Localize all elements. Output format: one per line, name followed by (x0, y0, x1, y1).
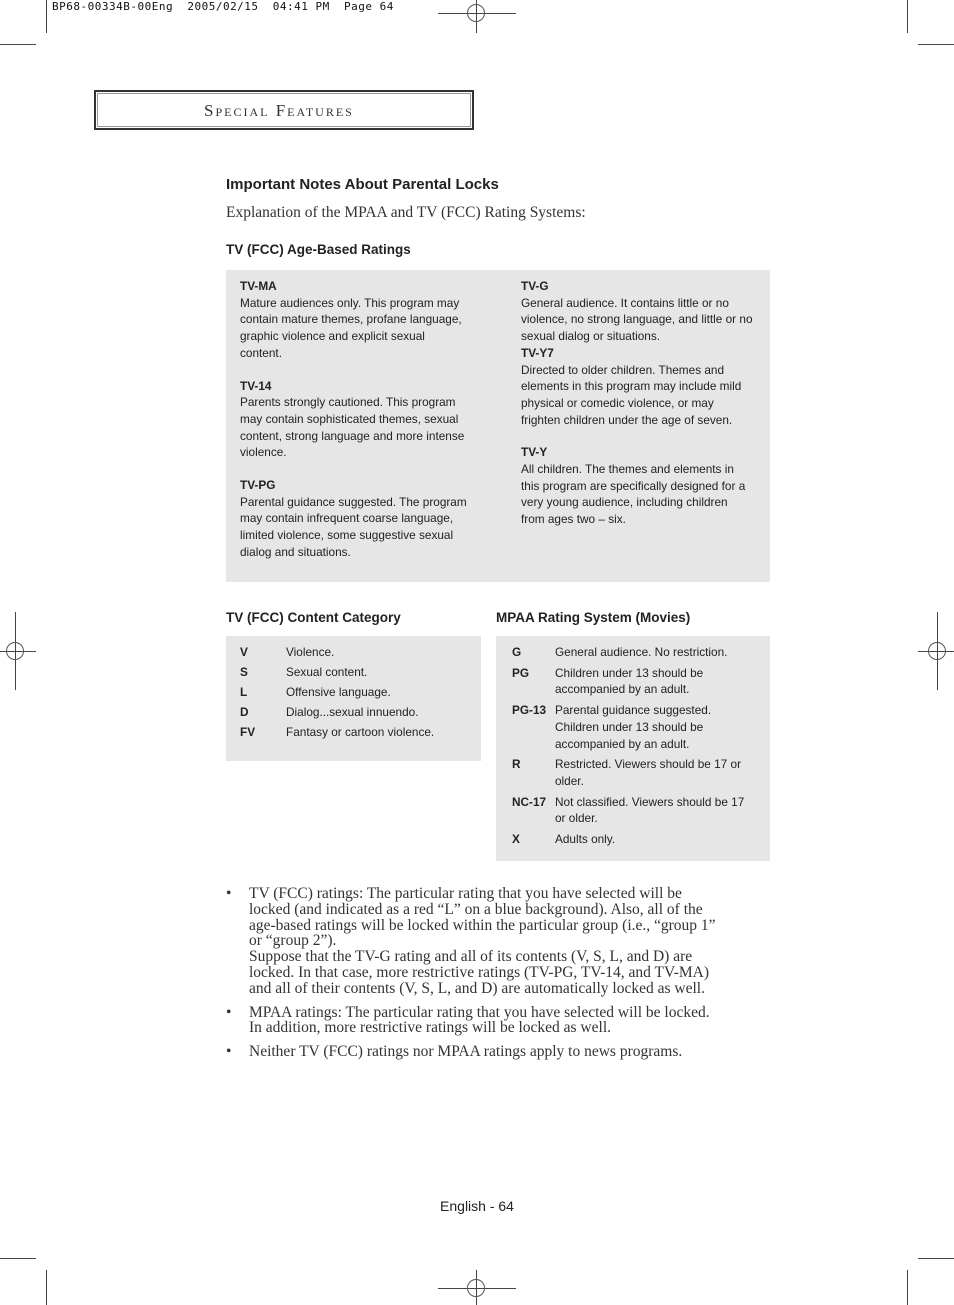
rating-block (240, 477, 490, 561)
bullet-line: locked. In that case, more restrictive ratings (TV-PG, TV-14, and TV-MA) (249, 963, 710, 981)
mpaa-desc (555, 756, 744, 793)
mpaa-desc-line: Adults only. (555, 832, 616, 847)
bullet-line: Suppose that the TV-G rating and all of its contents (V, S, L, and D) are (249, 948, 693, 966)
bullet-line: • MPAA ratings: The particular rating that you have selected will be locked. (249, 1003, 710, 1021)
category-code: V (240, 645, 248, 659)
rating-desc-line: content, strong language and more intense (240, 428, 465, 443)
rating-desc-line: dialog and situations. (240, 544, 351, 559)
mpaa-desc-line: or older. (555, 811, 598, 826)
category-code: D (240, 705, 249, 719)
mpaa-table (512, 644, 744, 852)
age-based-panel (226, 270, 770, 582)
bullet-line: • Neither TV (FCC) ratings nor MPAA ratings apply to news programs. (249, 1043, 683, 1061)
category-code: S (240, 665, 248, 679)
print-slug: BP68-00334B-00Eng 2005/02/15 04:41 PM Page 64 (52, 0, 394, 13)
intro-text: Explanation of the MPAA and TV (FCC) Rating Systems: (226, 204, 586, 221)
page-footer: English - 64 (440, 1198, 514, 1214)
bullet-line: or “group 2”). (249, 932, 337, 950)
table-row (240, 664, 434, 684)
list-item (226, 1005, 756, 1037)
bullet-line: • TV (FCC) ratings: The particular rating that you have selected will be (249, 885, 682, 902)
rating-code: TV-Y7 (521, 345, 554, 360)
rating-desc-line: may contain infrequent coarse language, (240, 511, 454, 526)
rating-block (521, 444, 766, 528)
list-item (226, 886, 756, 997)
rating-desc-line: this program are specifically designed for a (521, 478, 746, 493)
rating-block (240, 278, 490, 362)
rating-desc-line: content. (240, 345, 282, 360)
rating-desc-line: graphic violence and explicit sexual (240, 329, 425, 344)
rating-code: TV-G (521, 279, 549, 293)
age-left-column (240, 278, 490, 577)
category-code: FV (240, 725, 256, 739)
mpaa-desc-line: accompanied by an adult. (555, 682, 690, 697)
mpaa-code: PG-13 (512, 703, 547, 718)
table-row (512, 756, 744, 793)
rating-desc-line: elements in this program may include mild (521, 379, 742, 394)
rating-desc-line: may contain sophisticated themes, sexual (240, 411, 459, 426)
bullet-line: In addition, more restrictive ratings will be locked as well. (249, 1019, 611, 1037)
rating-desc-line: Mature audiences only. This program may (240, 295, 460, 310)
category-desc: Violence. (286, 645, 335, 659)
rating-desc-line: limited violence, some suggestive sexual (240, 528, 454, 543)
table-row (240, 684, 434, 704)
bullet-line: locked (and indicated as a red “L” on a blue background). Also, all of the (249, 900, 703, 918)
rating-desc-line: very young audience, including children (521, 495, 728, 510)
mpaa-desc-line: General audience. No restriction. (555, 645, 728, 659)
rating-block (521, 278, 766, 345)
rating-desc-line: from ages two – six. (521, 512, 626, 527)
mpaa-code: X (512, 832, 520, 847)
rating-desc-line: contain mature themes, profane language, (240, 312, 462, 327)
content-category-panel (226, 636, 481, 761)
rating-code: TV-Y (521, 445, 548, 460)
age-right-column (521, 278, 766, 544)
table-row (240, 724, 434, 744)
page-heading: Important Notes About Parental Locks (226, 176, 499, 193)
table-row (240, 704, 434, 724)
table-row (512, 702, 744, 756)
table-row (240, 644, 434, 664)
bullet-line: and all of their contents (V, S, L, and D) are automatically locked as well. (249, 979, 705, 997)
category-code: L (240, 685, 248, 699)
mpaa-desc-line: Parental guidance suggested. (555, 703, 712, 718)
mpaa-desc (555, 702, 744, 756)
mpaa-desc (555, 644, 744, 665)
rating-desc-line: General audience. It contains little or no (521, 295, 729, 310)
rating-desc-line: frighten children under the age of seven. (521, 412, 733, 427)
bullet-line: age-based ratings will be locked within the particular group (i.e., “group 1” (249, 916, 716, 934)
category-desc: Sexual content. (286, 665, 368, 679)
mpaa-desc-line: older. (555, 773, 584, 788)
rating-desc-line: sexual dialog or situations. (521, 329, 661, 344)
mpaa-desc (555, 831, 744, 852)
notes-list (226, 886, 756, 1068)
rating-desc-line: All children. The themes and elements in (521, 462, 734, 477)
section-title: Special Features (204, 101, 354, 120)
mpaa-desc-line: Restricted. Viewers should be 17 or (555, 757, 742, 772)
rating-block (521, 345, 766, 429)
mpaa-code: NC-17 (512, 794, 547, 809)
mpaa-desc-line: Children under 13 should be (555, 665, 704, 680)
mpaa-title: MPAA Rating System (Movies) (496, 610, 691, 625)
category-desc: Fantasy or cartoon violence. (286, 725, 435, 739)
mpaa-code: PG (512, 665, 530, 680)
mpaa-desc (555, 794, 744, 831)
mpaa-desc-line: Not classified. Viewers should be 17 (555, 794, 745, 809)
rating-code: TV-14 (240, 378, 272, 393)
mpaa-desc-line: Children under 13 should be (555, 719, 704, 734)
rating-desc-line: Parents strongly cautioned. This program (240, 395, 456, 410)
content-category-table (240, 644, 434, 744)
rating-code: TV-MA (240, 279, 277, 293)
content-category-title: TV (FCC) Content Category (226, 610, 401, 625)
age-based-title: TV (FCC) Age-Based Ratings (226, 242, 411, 257)
list-item (226, 1044, 756, 1060)
mpaa-desc-line: accompanied by an adult. (555, 736, 690, 751)
rating-desc-line: violence, no strong language, and little or no (521, 312, 753, 327)
category-desc: Dialog...sexual innuendo. (286, 705, 419, 719)
table-row (512, 644, 744, 665)
mpaa-desc (555, 665, 744, 702)
category-desc: Offensive language. (286, 685, 391, 699)
rating-desc-line: Parental guidance suggested. The program (240, 494, 467, 509)
rating-desc-line: physical or comedic violence, or may (521, 395, 714, 410)
table-row (512, 831, 744, 852)
mpaa-code: R (512, 757, 521, 772)
rating-code: TV-PG (240, 478, 276, 493)
section-header-box (94, 90, 474, 130)
rating-desc-line: violence. (240, 445, 287, 460)
table-row (512, 665, 744, 702)
rating-desc-line: Directed to older children. Themes and (521, 362, 725, 377)
table-row (512, 794, 744, 831)
rating-block (240, 378, 490, 462)
mpaa-panel (496, 636, 770, 861)
mpaa-code: G (512, 645, 522, 659)
